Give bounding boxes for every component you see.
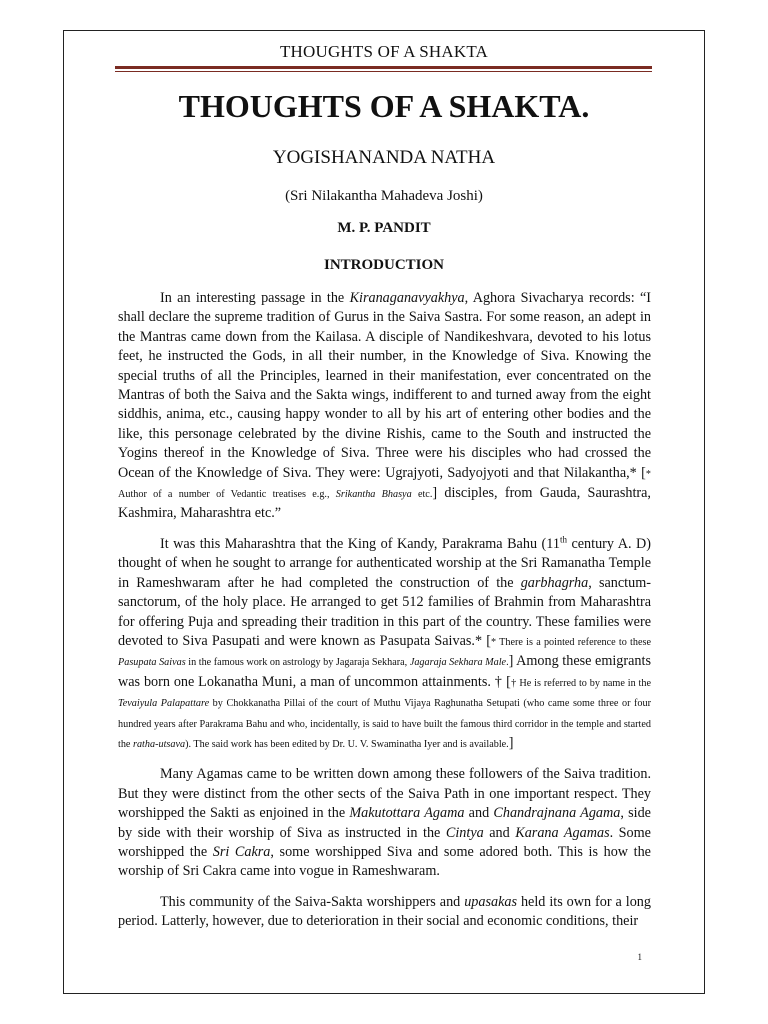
italic-term: Chandrajnana Agama (493, 805, 621, 822)
compiler-name: M. P. PANDIT (337, 220, 431, 236)
header-rule-thick (115, 66, 652, 69)
italic-term: Kiranaganavyakhya (349, 290, 465, 306)
inline-footnote: * There is a pointed reference to these Pasupata Saivas in the famous work on astrology by Jagaraja Sekhara, Jagaraja Sekhara Male. (118, 636, 651, 669)
header-rule-thin (115, 71, 652, 72)
paragraph-1: In an interesting passage in the Kiranaganavyakhya, Aghora Sivacharya records: “I shall declare the supreme tradition of Gurus in the Saiva Sastra. For some reason, an adept in the Mantras came down from the Kailasa. A disciple of Nandikeshvara, devoted to his lotus feet, he instructed the Gods, in all their number, in the Knowledge of Siva. Knowing the special truths of all the Principles, learned in their manifestation, ever concentrated on the Mantras of both the Saiva and the Sakta wings, indifferent to and turned away from the eight siddhis, anima, etc., causing happy wonder to all by his art of entering other bodies and the like, this personage celebrated by the divine Rishis, came to the South and instructed the Yogins thereof in the Knowledge of Siva. Three were his disciples who had crossed the Ocean of the Knowledge of Siva. They were: Ugrajyoti, Sadyojyoti and that Nilakantha,* [* Author of a number of Vedantic treatises e.g., Srikantha Bhasya etc.] disciples, from Gauda, Saurashtra, Kashmira, Maharashtra etc.” (118, 290, 651, 522)
document-title: THOUGHTS OF A SHAKTA. (178, 88, 590, 124)
paragraph-4: This community of the Saiva-Sakta worshippers and upasakas held its own for a long period. Latterly, however, due to deterioration in their social and economic conditions, their (118, 893, 651, 930)
italic-term: garbhagrha (520, 574, 589, 591)
author-alias: (Sri Nilakantha Mahadeva Joshi) (285, 188, 483, 204)
inline-footnote: † He is referred to by name in the Tevaiyula Palapattare by Chokkanatha Pillai of the court of Muthu Vijaya Raghunatha Setupati (who came some three or four hundred years after Parakrama Bahu and who, incidentally, is said to have built the famous third corridor in the temple and started the ratha-utsava). The said work has been edited by Dr. U. V. Swaminatha Iyer and is available. (118, 677, 652, 750)
italic-term: Sri Cakra (212, 843, 271, 860)
page-number: 1 (637, 952, 642, 962)
author-name: YOGISHANANDA NATHA (272, 147, 496, 168)
paragraph-2: It was this Maharashtra that the King of Kandy, Parakrama Bahu (11th century A. D) thought of when he sought to arrange for authenticated worship at the Sri Ramanatha Temple in Rameshwaram after he had completed the construction of the garbhagrha, sanctum-sanctorum, of the holy place. He arranged to get 512 families of Brahmin from Maharashtra for offering Puja and spreading their tradition in this part of the country. These families were devoted to Siva Pasupati and were known as Pasupata Saivas.* [* There is a pointed reference to these Pasupata Saivas in the famous work on astrology by Jagaraja Sekhara, Jagaraja Sekhara Male.] Among these emigrants was born one Lokanatha Muni, a man of uncommon attainments. † [† He is referred to by name in the Tevaiyula Palapattare by Chokkanatha Pillai of the court of Muthu Vijaya Raghunatha Setupati (who came some three or four hundred years after Parakrama Bahu and who, incidentally, is said to have built the famous third corridor in the temple and started the ratha-utsava). The said work has been edited by Dr. U. V. Swaminatha Iyer and is available.] (118, 534, 652, 751)
paragraph-3: Many Agamas came to be written down among these followers of the Saiva tradition. But they were distinct from the other sects of the Saiva Path in one important respect. They worshipped the Sakti as enjoined in the Makutottara Agama and Chandrajnana Agama, side by side with their worship of Siva as instructed in the Cintya and Karana Agamas. Some worshipped the Sri Cakra, some worshipped Siva and some adored both. This is how the worship of Sri Cakra came into vogue in Rameshwaram. (118, 766, 651, 880)
body-text (118, 289, 651, 943)
section-heading: INTRODUCTION (323, 257, 444, 273)
italic-term: Cintya (445, 824, 484, 841)
inline-footnote: * Author of a number of Vedantic treatises e.g., Srikantha Bhasya etc. (118, 468, 651, 501)
italic-term: Karana Agamas (515, 824, 610, 841)
italic-term: Makutottara Agama (349, 805, 465, 822)
italic-term: upasakas (464, 893, 518, 910)
running-head: THOUGHTS OF A SHAKTA (279, 42, 489, 61)
